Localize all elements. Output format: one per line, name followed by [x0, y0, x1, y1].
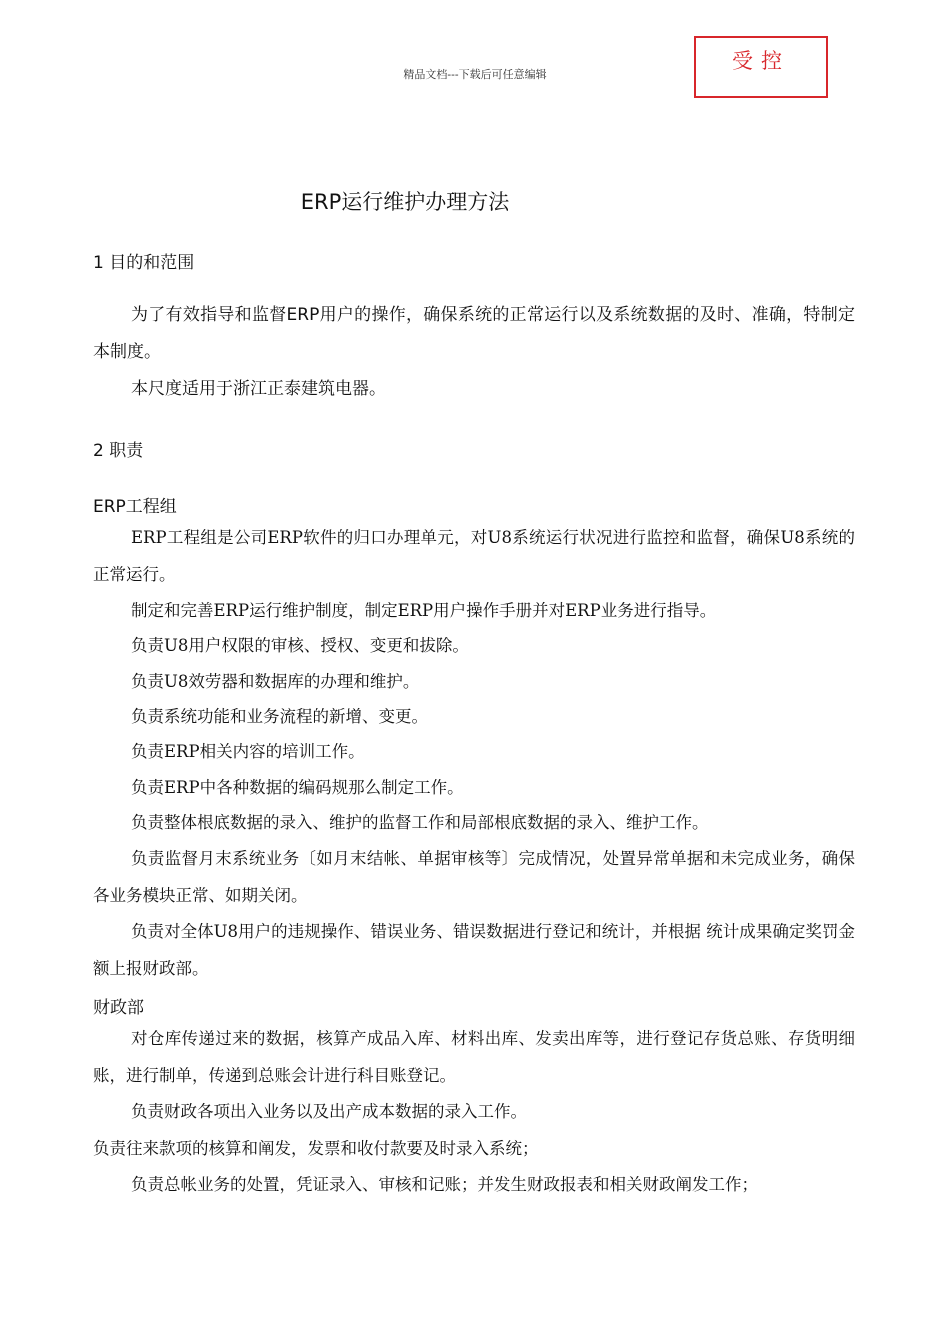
document-title: ERP运行维护办理方法 — [300, 190, 510, 214]
finance-item: 负责财政各项出入业务以及出产成本数据的录入工作。 — [131, 1102, 527, 1121]
erp-group-item: 负责对全体U8用户的违规操作、错误业务、错误数据进行登记和统计，并根据 统计成果确定奖罚金额上报财政部。 — [93, 922, 855, 978]
erp-group-item: ERP工程组是公司ERP软件的归口办理单元，对U8系统运行状况进行监控和监督，确保U8系统的正常运行。 — [93, 528, 855, 584]
paragraph-purpose: 为了有效指导和监督ERP用户的操作，确保系统的正常运行以及系统数据的及时、准确，特制定本制度。 — [93, 305, 855, 362]
erp-group-item: 负责ERP相关内容的培训工作。 — [131, 742, 365, 761]
erp-group-item: 负责监督月末系统业务〔如月末结帐、单据审核等〕完成情况，处置异常单据和未完成业务，确保各业务模块正常、如期关闭。 — [93, 849, 855, 905]
finance-item: 负责总帐业务的处置，凭证录入、审核和记账；并发生财政报表和相关财政阐发工作； — [131, 1175, 758, 1194]
erp-group-item: 负责ERP中各种数据的编码规那么制定工作。 — [131, 778, 464, 797]
subsection-heading-finance: 财政部 — [93, 998, 144, 1018]
erp-group-item: 负责整体根底数据的录入、维护的监督工作和局部根底数据的录入、维护工作。 — [131, 813, 709, 832]
section-heading-purpose: 1 目的和范围 — [93, 253, 195, 273]
erp-group-item: 制定和完善ERP运行维护制度，制定ERP用户操作手册并对ERP业务进行指导。 — [131, 601, 717, 620]
erp-group-item: 负责U8用户权限的审核、授权、变更和拔除。 — [131, 636, 469, 655]
finance-item: 对仓库传递过来的数据，核算产成品入库、材料出库、发卖出库等，进行登记存货总账、存货明细账，进行制单，传递到总账会计进行科目账登记。 — [93, 1029, 855, 1085]
stamp-text: 受控 — [732, 49, 790, 73]
paragraph-scope: 本尺度适用于浙江正泰建筑电器。 — [131, 379, 386, 399]
section-heading-duties: 2 职责 — [93, 441, 144, 461]
erp-group-item: 负责系统功能和业务流程的新增、变更。 — [131, 707, 428, 726]
header-note: 精品文档---下载后可任意编辑 — [403, 68, 547, 81]
finance-item: 负责往来款项的核算和阐发，发票和收付款要及时录入系统； — [93, 1139, 539, 1158]
controlled-stamp — [694, 36, 828, 98]
subsection-heading-erp-group: ERP工程组 — [93, 497, 177, 517]
erp-group-item: 负责U8效劳器和数据库的办理和维护。 — [131, 672, 420, 691]
